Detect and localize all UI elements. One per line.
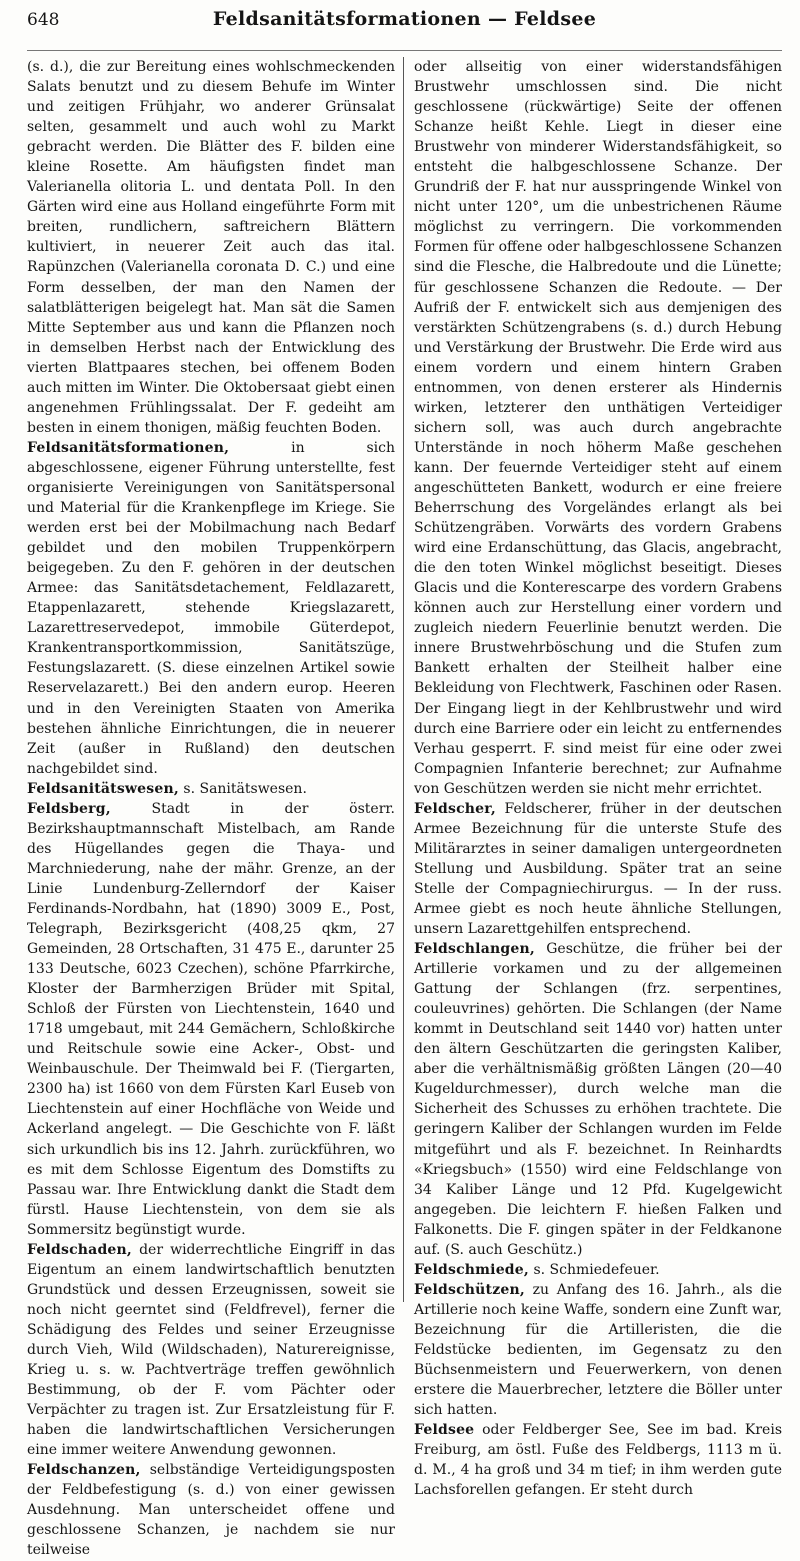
entry-text: s. Schmiedefeuer. [533,1261,660,1278]
entry-headword: Feldschanzen, [27,1462,141,1479]
right-column [404,57,783,1499]
entry-text: zu Anfang des 16. Jahrh., als die Artillerie noch keine Waffe, sondern eine Zunft war, Bezeichnung für die Artilleristen, die die Feldstücke bedienten, im Gegensatz zu den Büchsenmeistern und Feuerwerkern, von denen erstere die Mauerbrecher, letztere die Böller unter sich hatten. [414,1281,782,1419]
entry-text: Geschütze, die früher bei der Artillerie vorkamen und zu der allgemeinen Gattung der Schlangen (frz. serpentines, couleuvrines) gehörten. Die Schlangen (der Name kommt in Deutschland seit 1440 vor) hatten unter den ältern Geschützarten die geringsten Kaliber, aber die verhältnismäßig größten Längen (20—40 Kugeldurchmesser), durch welche man die Sicherheit des Schusses zu erhöhen trachtete. Die geringern Kaliber der Schlangen wurden im Felde mitgeführt und als F. bezeichnet. In Reinhardts «Kriegsbuch» (1550) wird eine Feldschlange von 34 Kaliber Länge und 12 Pfd. Kugelgewicht angegeben. Die leichtern F. hießen Falken und Falkonetts. Die F. gingen später in der Feldkanone auf. (S. auch Geschütz.) [414,941,782,1258]
dictionary-entry [27,1240,395,1461]
entry-text: oder allseitig von einer widerstandsfähigen Brustwehr umschlossen sind. Die nicht geschlossene (rückwärtige) Seite der offenen Schanze heißt Kehle. Liegt in dieser eine Brustwehr von minderer Widerstandsfähigkeit, so entsteht die halbgeschlossene Schanze. Der Grundriß der F. hat nur ausspringende Winkel von nicht unter 120°, um die unbestrichenen Räume möglichst zu verringern. Die vorkommenden Formen für offene oder halbgeschlossene Schanzen sind die Flesche, die Halbredoute und die Lünette; für geschlossene Schanzen die Redoute. — Der Aufriß der F. entwickelt sich aus demjenigen des verstärkten Schützengrabens (s. d.) durch Hebung und Verstärkung der Brustwehr. Die Erde wird aus einem vordern und einem hintern Graben entnommen, von denen ersterer als Hindernis wirken, letzterer den unthätigen Verteidiger sichern soll, was auch durch angebrachte Unterstände in noch höherm Maße geschehen kann. Der feuernde Verteidiger steht auf einem angeschütteten Bankett, wodurch er eine freiere Beherrschung des Vorgeländes erlangt als bei Schützengräben. Vorwärts des vordern Grabens wird eine Erdanschüttung, das Glacis, angebracht, die den toten Winkel möglichst beseitigt. Dieses Glacis und die Konterescarpe des vordern Grabens können auch zur Herstellung einer vordern und zugleich niedern Feuerlinie benutzt werden. Die innere Brustwehrböschung und die Stufen zum Bankett erhalten der Steilheit halber eine Bekleidung von Flechtwerk, Faschinen oder Rasen. Der Eingang liegt in der Kehlbrustwehr und wird durch eine Barriere oder ein leicht zu entfernendes Verhau gesperrt. F. sind meist für eine oder zwei Compagnien Infanterie berechnet; zur Aufnahme von Geschützen werden sie nicht mehr errichtet. [414,59,782,797]
left-column [27,57,404,1559]
entry-text: Stadt in der österr. Bezirkshauptmannschaft Mistelbach, am Rande des Hügellandes gegen die Thaya- und Marchniederung, nahe der mähr. Grenze, an der Linie Lundenburg-Zellerndorf der Kaiser Ferdinands-Nordbahn, hat (1890) 3009 E., Post, Telegraph, Bezirksgericht (408,25 qkm, 27 Gemeinden, 28 Ortschaften, 31 475 E., darunter 25 133 Deutsche, 6023 Czechen), schöne Pfarrkirche, Kloster der Barmherzigen Brüder mit Spital, Schloß der Fürsten von Liechtenstein, 1640 und 1718 umgebaut, mit 244 Gemächern, Schloßkirche und Reitschule sowie eine Acker-, Obst- und Weinbauschule. Der Theimwald bei F. (Tiergarten, 2300 ha) ist 1660 von dem Fürsten Karl Euseb von Liechtenstein auf einer Hochfläche von Weide und Ackerland angelegt. — Die Geschichte von F. läßt sich urkundlich bis ins 12. Jahrh. zurückführen, wo es mit dem Schlosse Eigentum des Domstifts zu Passau war. Ihre Entwicklung dankt die Stadt dem fürstl. Hause Liechtenstein, von dem sie als Sommersitz begünstigt wurde. [27,800,395,1238]
entry-headword: Feldsanitätsformationen, [27,439,230,456]
running-header [27,8,782,51]
entry-headword: Feldschaden, [27,1241,132,1258]
dictionary-entry [414,57,782,799]
dictionary-entry [414,1280,782,1420]
entry-headword: Feldschmiede, [414,1261,529,1278]
entry-text: in sich abgeschlossene, eigener Führung unterstellte, fest organisierte Vereinigungen von Sanitätspersonal und Material für die Krankenpflege im Kriege. Sie werden erst bei der Mobilmachung nach Bedarf gebildet und den mobilen Truppenkörpern beigegeben. Zu den F. gehören in der deutschen Armee: das Sanitätsdetachement, Feldlazarett, Etappenlazarett, stehende Kriegslazarett, Lazarettreservedepot, immobile Güterdepot, Krankentransportkommission, Sanitätszüge, Festungslazarett. (S. diese einzelnen Artikel sowie Reservelazarett.) Bei den andern europ. Heeren und in den Vereinigten Staaten von Amerika bestehen ähnliche Einrichtungen, die in neuerer Zeit (außer in Rußland) den deutschen nachgebildet sind. [27,439,396,777]
entry-text: der widerrechtliche Eingriff in das Eigentum an einem landwirtschaftlich benutzten Grundstück und dessen Erzeugnissen, soweit sie noch nicht geerntet sind (Feldfrevel), ferner die Schädigung des Feldes und seiner Erzeugnisse durch Vieh, Wild (Wildschaden), Naturereignisse, Krieg u. s. w. Pachtverträge treffen gewöhnlich Bestimmung, ob der F. vom Pächter oder Verpächter zu tragen ist. Zur Ersatzleistung für F. haben die landwirtschaftlichen Versicherungen eine immer weitere Anwendung gewonnen. [27,1241,396,1459]
dictionary-entry [27,438,395,779]
entry-text: (s. d.), die zur Bereitung eines wohlschmeckenden Salats benutzt und zu diesem Behufe im Winter und zeitigen Frühjahr, wo anderer Grünsalat selten, gesammelt und auch wohl zu Markt gebracht werden. Die Blätter des F. bilden eine kleine Rosette. Am häufigsten findet man Valerianella olitoria L. und dentata Poll. In den Gärten wird eine aus Holland eingeführte Form mit breiten, rundlichern, saftreichern Blättern kultiviert, in neuerer Zeit auch das ital. Rapünzchen (Valerianella coronata D. C.) und eine Form desselben, der man den Namen der salatblätterigen beigelegt hat. Man sät die Samen Mitte September aus und kann die Pflanzen noch in demselben Herbst nach der Entwicklung des vierten Blattpaares stechen, bei offenem Boden auch mitten im Winter. Die Oktobersaat giebt einen angenehmen Frühlingssalat. Der F. gedeiht am besten in einem thonigen, mäßig feuchten Boden. [27,59,395,436]
entry-headword: Feldsee [414,1422,475,1439]
entry-headword: Feldsberg, [27,800,111,817]
dictionary-entry [27,57,395,438]
dictionary-entry [27,779,395,799]
entry-headword: Feldschlangen, [414,941,535,958]
dictionary-entry [27,1460,395,1560]
dictionary-entry [414,939,782,1260]
entry-text: selbständige Verteidigungsposten der Feldbefestigung (s. d.) von einer gewissen Ausdehnung. Man unterscheidet offene und geschlossene Schanzen, je nachdem sie nur teilweise [27,1462,395,1559]
entry-headword: Feldsanitätswesen, [27,780,179,797]
page-number: 648 [27,10,60,30]
dictionary-entry [414,1260,782,1280]
dictionary-entry [27,799,395,1240]
running-title: Feldsanitätsformationen — Feldsee [212,8,597,30]
dictionary-entry [414,799,782,939]
entry-headword: Feldscher, [414,800,496,817]
entry-text: Feldscherer, früher in der deutschen Armee Bezeichnung für die unterste Stufe des Militärarztes in seiner damaligen untergeordneten Stellung und Ausbildung. Später trat an seine Stelle der Compagniechirurgus. — In der russ. Armee giebt es noch heute ähnliche Stellungen, unsern Lazarettgehilfen entsprechend. [414,800,783,938]
entry-headword: Feldschützen, [414,1281,525,1298]
entry-text: s. Sanitätswesen. [183,780,307,797]
text-columns [27,57,783,1559]
dictionary-entry [414,1420,782,1500]
entry-text: oder Feldberger See, See im bad. Kreis Freiburg, am östl. Fuße des Feldbergs, 1113 m ü. d. M., 4 ha groß und 34 m tief; in ihm werden gute Lachsforellen gefangen. Er steht durch [414,1422,782,1499]
